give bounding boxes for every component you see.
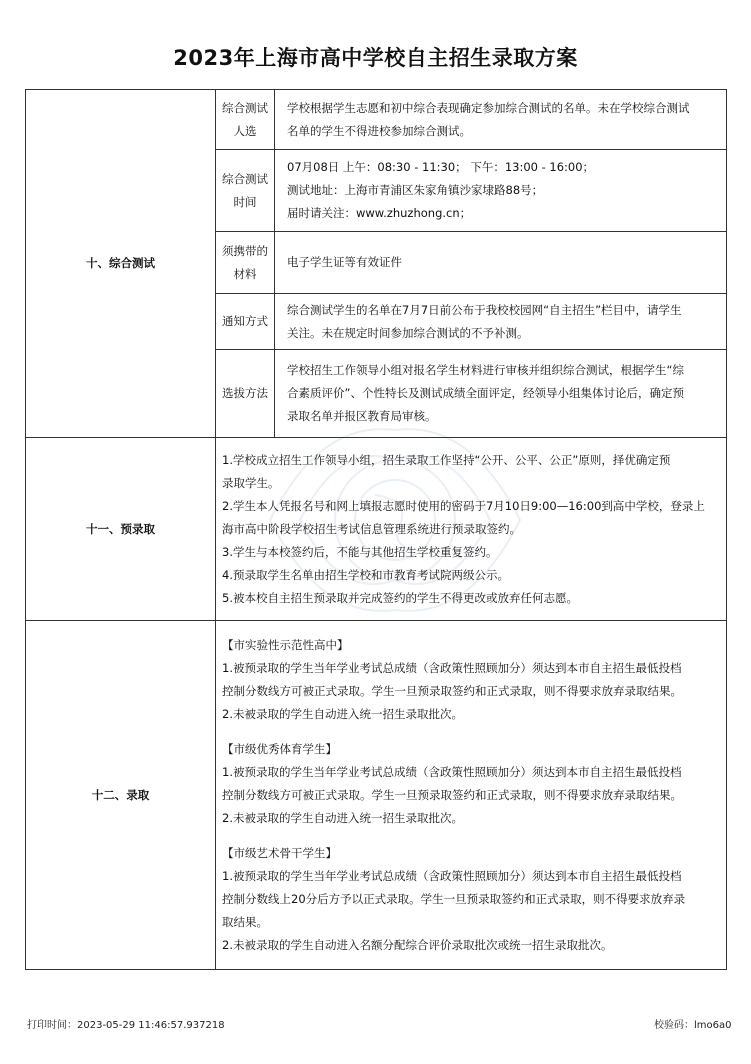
document-title: 2023年上海市高中学校自主招生录取方案 bbox=[173, 46, 578, 70]
text-line: 控制分数线上20分后方予以正式录取。学生一旦预录取签约和正式录取，则不得要求放弃录 bbox=[222, 891, 686, 906]
row-content bbox=[275, 90, 727, 150]
text-line: 电子学生证等有效证件 bbox=[287, 255, 402, 269]
text-line: 测试地址：上海市青浦区朱家角镇沙家埭路88号； bbox=[287, 183, 544, 197]
text-line: 合素质评价”、个性特长及测试成绩全面评定，经领导小组集体讨论后，确定预 bbox=[287, 386, 684, 400]
text-line: 学校根据学生志愿和初中综合表现确定参加综合测试的名单。未在学校综合测试 bbox=[287, 100, 690, 115]
spacer bbox=[222, 830, 718, 842]
group-heading: 【市级艺术骨干学生】 bbox=[222, 845, 337, 860]
group-heading: 【市实验性示范性高中】 bbox=[222, 637, 349, 652]
text-line: 综合测试学生的名单在7月7日前公布于我校校园网“自主招生”栏目中，请学生 bbox=[287, 302, 682, 317]
row-content bbox=[275, 232, 727, 294]
section-content bbox=[216, 621, 727, 970]
table-row bbox=[26, 621, 727, 970]
row-label: 综合测试时间 bbox=[216, 150, 275, 232]
text-line: 录取学生。 bbox=[222, 475, 280, 490]
text-line: 海市高中阶段学校招生考试信息管理系统进行预录取签约。 bbox=[222, 521, 521, 536]
text-line: 1.被预录取的学生当年学业考试总成绩（含政策性照顾加分）须达到本市自主招生最低投档 bbox=[222, 868, 682, 883]
text-line: 2.学生本人凭报名号和网上填报志愿时使用的密码于7月10日9:00—16:00到高中学校，登录上 bbox=[222, 498, 705, 513]
text-line: 1.学校成立招生工作领导小组，招生录取工作坚持“公开、公平、公正”原则，择优确定预 bbox=[222, 452, 671, 467]
row-label: 综合测试人选 bbox=[216, 90, 275, 150]
table-row bbox=[26, 438, 727, 621]
text-line: 控制分数线方可被正式录取。学生一旦预录取签约和正式录取，则不得要求放弃录取结果。 bbox=[222, 787, 682, 802]
row-label: 须携带的材料 bbox=[216, 232, 275, 294]
section-heading: 十二、录取 bbox=[26, 621, 216, 970]
text-line: 控制分数线方可被正式录取。学生一旦预录取签约和正式录取，则不得要求放弃录取结果。 bbox=[222, 683, 682, 698]
text-line: 2.未被录取的学生自动进入统一招生录取批次。 bbox=[222, 706, 463, 721]
checksum: 校验码：lmo6a0 bbox=[654, 1020, 732, 1031]
text-line: 5.被本校自主招生预录取并完成签约的学生不得更改或放弃任何志愿。 bbox=[222, 590, 578, 605]
section-heading: 十一、预录取 bbox=[26, 438, 216, 621]
table-row bbox=[26, 90, 727, 150]
row-content bbox=[275, 150, 727, 232]
text-line: 4.预录取学生名单由招生学校和市教育考试院两级公示。 bbox=[222, 567, 509, 582]
text-line: 2.未被录取的学生自动进入统一招生录取批次。 bbox=[222, 810, 463, 825]
text-line: 学校招生工作领导小组对报名学生材料进行审核并组织综合测试，根据学生“综 bbox=[287, 363, 684, 377]
text-line: 1.被预录取的学生当年学业考试总成绩（含政策性照顾加分）须达到本市自主招生最低投档 bbox=[222, 764, 682, 779]
text-line: 关注。未在规定时间参加综合测试的不予补测。 bbox=[287, 325, 529, 340]
row-label: 选拔方法 bbox=[216, 350, 275, 438]
admission-table bbox=[25, 89, 727, 970]
text-line: 名单的学生不得进校参加综合测试。 bbox=[287, 123, 471, 138]
text-line: 1.被预录取的学生当年学业考试总成绩（含政策性照顾加分）须达到本市自主招生最低投档 bbox=[222, 660, 682, 675]
text-line: 录取名单并报区教育局审核。 bbox=[287, 409, 437, 423]
text-line: 3.学生与本校签约后，不能与其他招生学校重复签约。 bbox=[222, 544, 498, 559]
row-content bbox=[275, 350, 727, 438]
group-heading: 【市级优秀体育学生】 bbox=[222, 741, 337, 756]
section-heading: 十、综合测试 bbox=[26, 90, 216, 438]
print-time: 打印时间：2023-05-29 11:46:57.937218 bbox=[27, 1020, 225, 1031]
row-content bbox=[275, 294, 727, 350]
spacer bbox=[222, 726, 718, 738]
text-line: 取结果。 bbox=[222, 914, 268, 929]
text-line: 2.未被录取的学生自动进入名额分配综合评价录取批次或统一招生录取批次。 bbox=[222, 937, 613, 952]
text-line: 07月08日 上午：08:30 - 11:30； 下午：13:00 - 16:00； bbox=[287, 160, 595, 174]
text-line: 届时请关注：www.zhuzhong.cn； bbox=[287, 206, 472, 220]
section-content bbox=[216, 438, 727, 621]
row-label: 通知方式 bbox=[216, 294, 275, 350]
